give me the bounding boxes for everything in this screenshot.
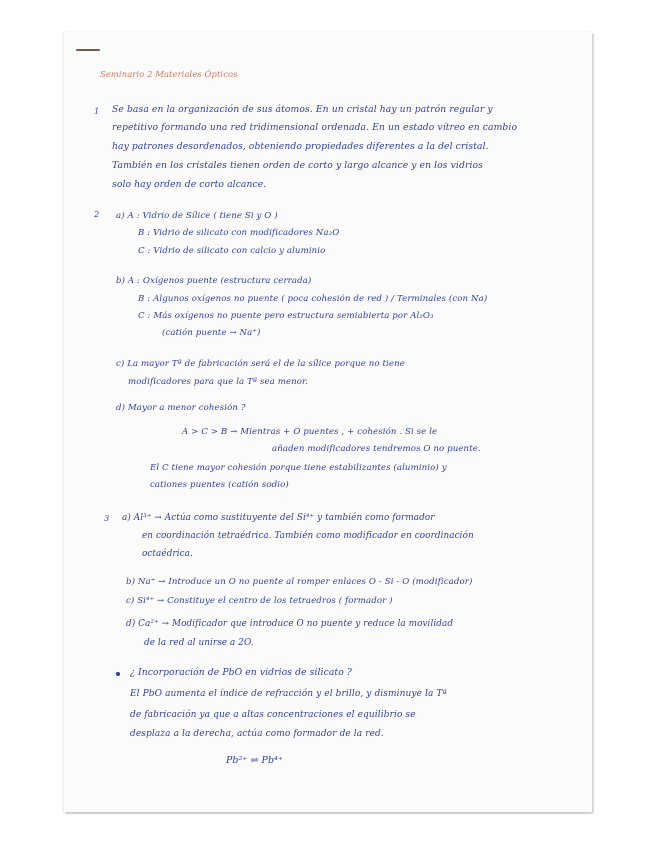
q2b-line-2: B : Algunos oxígenos no puente ( poca cohesión de red ) / Terminales (con Na)	[138, 294, 488, 304]
q2c-line-1: c) La mayor Tª de fabricación será el de la sílice porque no tiene	[116, 359, 405, 369]
q1-line-1: Se basa en la organización de sus átomos. En un cristal hay un patrón regular y	[112, 104, 493, 115]
q2a-line-3: C : Vidrio de silicato con calcio y aluminio	[138, 246, 326, 256]
q2d-line-5: cationes puentes (catión sodio)	[150, 480, 289, 490]
q2d-line-4: El C tiene mayor cohesión porque tiene estabilizantes (aluminio) y	[150, 463, 447, 473]
q2b-line-3: C : Más oxígenos no puente pero estructura semiabierta por Al₂O₃	[138, 311, 434, 321]
q3a-line-2: en coordinación tetraédrica. También como modificador en coordinación	[142, 531, 474, 541]
question-3-number: 3	[104, 513, 110, 523]
page-title: Seminario 2 Materiales Ópticos	[100, 69, 238, 79]
q2d-line-1: d) Mayor a menor cohesión ?	[116, 403, 246, 413]
q4-line-2: de fabricación ya que a altas concentraciones el equilibrio se	[130, 710, 416, 720]
q1-line-3: hay patrones desordenados, obteniendo propiedades diferentes a la del cristal.	[112, 141, 489, 152]
q2a-line-2: B : Vidrio de silicato con modificadores Na₂O	[138, 228, 340, 238]
bullet-dot	[116, 672, 120, 676]
notebook-page	[64, 32, 592, 812]
question-2-number: 2	[94, 209, 100, 219]
margin-mark	[76, 49, 100, 51]
q4-line-1: El PbO aumenta el índice de refracción y el brillo, y disminuye la Tª	[130, 689, 447, 699]
q1-line-2: repetitivo formando una red tridimensional ordenada. En un estado vítreo en cambio	[112, 122, 518, 133]
q2a-line-1: a) A : Vidrio de Sílice ( tiene Si y O )	[116, 211, 278, 221]
q4-line-3: desplaza a la derecha, actúa como formador de la red.	[130, 729, 384, 739]
q2b-line-4: (catión puente → Na⁺)	[162, 328, 261, 338]
q4-question: ¿ Incorporación de PbO en vidrios de silicato ?	[130, 667, 352, 678]
q3a-line-3: octaédrica.	[142, 549, 193, 559]
q3a-line-1: a) Al³⁺ → Actúa como sustituyente del Si⁴⁺ y también como formador	[122, 513, 435, 523]
q1-line-4: También en los cristales tienen orden de corto y largo alcance y en los vidrios	[112, 160, 483, 171]
q1-line-5: solo hay orden de corto alcance.	[112, 179, 267, 190]
q3c-line: c) Si⁴⁺ → Constituye el centro de los tetraedros ( formador )	[126, 596, 393, 606]
question-1-number: 1	[94, 106, 100, 116]
q2b-line-1: b) A : Oxígenos puente (estructura cerrada)	[116, 276, 312, 286]
q3d-line-1: d) Ca²⁺ → Modificador que introduce O no puente y reduce la movilidad	[126, 619, 454, 629]
q2d-line-2: A > C > B → Mientras + O puentes , + cohesión . Si se le	[182, 427, 438, 437]
q2d-line-3: añaden modificadores tendremos O no puente.	[272, 444, 481, 454]
q2c-line-2: modificadores para que la Tª sea menor.	[128, 377, 309, 387]
q3b-line: b) Na⁺ → Introduce un O no puente al romper enlaces O - Si - O (modificador)	[126, 577, 473, 587]
q3d-line-2: de la red al unirse a 2O.	[144, 638, 254, 648]
q4-equation: Pb²⁺ ⇌ Pb⁴⁺	[226, 755, 283, 766]
